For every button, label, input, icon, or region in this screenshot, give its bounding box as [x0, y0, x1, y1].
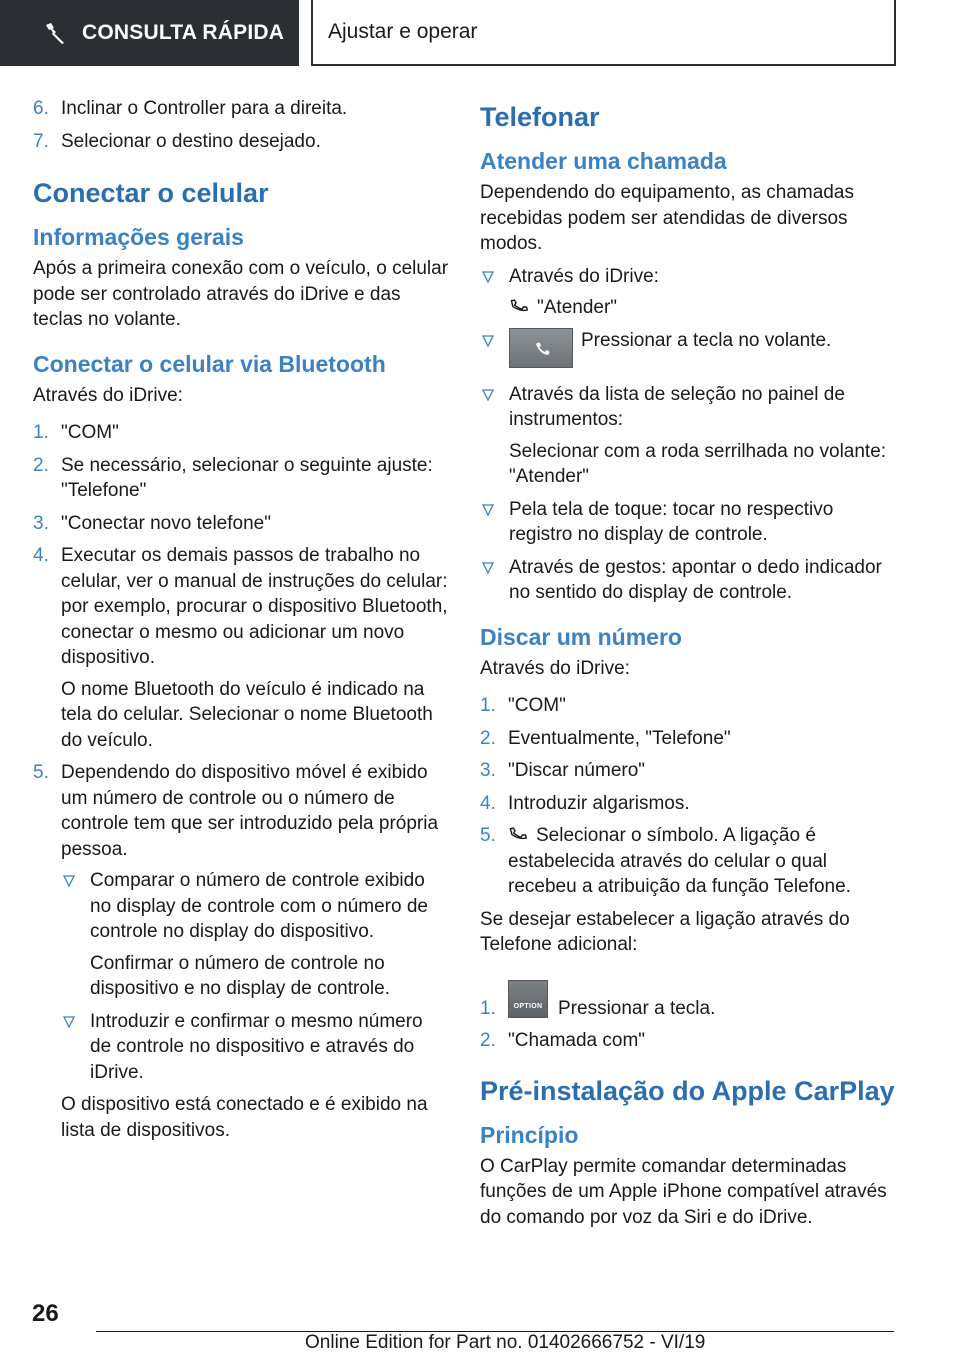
list-item [33, 760, 449, 1143]
step-text: "COM" [61, 422, 119, 443]
extra-phone-paragraph: Se desejar estabelecer a ligação através do Telefone adicional: [480, 908, 850, 955]
heading-answer-call: Atender uma chamada [480, 148, 727, 174]
step-number: 3. [480, 760, 496, 781]
step-number: 4. [480, 792, 496, 814]
bullet-triangle-icon [482, 335, 494, 347]
step-note: O nome Bluetooth do veículo é indicado na tela do celular. Selecionar o nome Bluetooth do veículo. [61, 678, 433, 751]
bullet-item [480, 328, 896, 368]
menu-label: "Atender" [537, 297, 618, 318]
page-header [0, 0, 960, 66]
step-text: Inclinar o Controller para a direita. [61, 98, 348, 119]
list-item [33, 96, 449, 122]
option-label: OPTION [513, 1002, 543, 1010]
bullet-text: Através da lista de seleção no painel de instrumentos: [509, 383, 845, 430]
principle-paragraph: O CarPlay permite comandar determinadas funções de um Apple iPhone compatível através do comando por voz da Siri e do iDrive. [480, 1155, 887, 1228]
step-text: Selecionar o símbolo. A ligação é estabelecida através do celular o qual recebeu a atribuição da função Telefone. [508, 825, 851, 897]
bullet-triangle-icon [482, 504, 494, 516]
dial-intro: Através do iDrive: [480, 657, 630, 679]
list-item [480, 823, 896, 900]
bullet-text: Pela tela de toque: tocar no respectivo registro no display de controle. [509, 498, 834, 545]
heading-dial-number: Discar um número [480, 623, 682, 650]
left-column [33, 96, 449, 1150]
step-text: Selecionar o destino desejado. [61, 130, 321, 152]
list-item [33, 453, 449, 504]
list-item [480, 1028, 896, 1054]
heading-principle: Princípio [480, 1121, 579, 1148]
bullet-text: Comparar o número de controle exibido no display de controle com o número de controle no display do dispositivo. [90, 870, 428, 942]
step-text: Dependendo do dispositivo móvel é exibido um número de controle ou o número de controle tem que ser introduzido pela própria pessoa. [61, 762, 439, 860]
bullet-triangle-icon [63, 1016, 75, 1028]
extra-phone-steps [480, 972, 896, 1054]
step-text: "Discar número" [508, 760, 646, 781]
bullet-item [480, 555, 896, 606]
option-button-image [508, 980, 548, 1018]
list-item [480, 693, 896, 719]
step-text: "Conectar novo telefone" [61, 512, 271, 534]
dial-steps-list [480, 693, 896, 900]
step-number: 3. [33, 512, 49, 534]
step-number: 1. [480, 997, 496, 1019]
page-number: 26 [32, 1300, 59, 1327]
bullet-note: Confirmar o número de controle no dispositivo e no display de controle. [90, 952, 390, 999]
list-item [480, 791, 896, 817]
bullet-note: Selecionar com a roda serrilhada no volante: "Atender" [509, 440, 887, 487]
step-number: 2. [33, 454, 49, 476]
bullet-text: Introduzir e confirmar o mesmo número de controle no dispositivo e através do iDrive. [90, 1010, 423, 1083]
tab-section-label: Ajustar e operar [328, 20, 478, 43]
step-note: O dispositivo está conectado e é exibido na lista de dispositivos. [61, 1094, 428, 1141]
bullet-text: Através de gestos: apontar o dedo indicador no sentido do display de controle. [509, 556, 882, 603]
step-number: 4. [33, 545, 49, 566]
phone-handset-icon [534, 340, 552, 358]
heading-telephone: Telefonar [480, 102, 600, 132]
tab-quick-reference[interactable] [0, 0, 299, 66]
phone-icon [509, 296, 529, 316]
bullet-triangle-icon [482, 271, 494, 283]
tab-section[interactable] [311, 0, 896, 66]
answer-paragraph: Dependendo do equipamento, as chamadas recebidas podem ser atendidas de diversos modos. [480, 182, 854, 254]
step-number: 5. [33, 762, 49, 783]
bullet-triangle-icon [63, 875, 75, 887]
star-icon [42, 20, 68, 46]
step-text: Introduzir algarismos. [508, 792, 690, 814]
bullet-triangle-icon [482, 562, 494, 574]
bullet-item [480, 382, 896, 490]
step-text: Se necessário, selecionar o seguinte ajuste: "Telefone" [61, 454, 433, 501]
step-number: 1. [33, 422, 49, 443]
heading-general-info: Informações gerais [33, 224, 244, 250]
list-item [480, 972, 896, 1022]
list-item [33, 543, 449, 753]
bullet-text: Através do iDrive: [509, 265, 659, 287]
menu-path [509, 295, 896, 321]
bullet-item [61, 868, 449, 1002]
heading-connect-phone: Conectar o celular [33, 178, 269, 208]
step-number: 7. [33, 130, 49, 152]
footer-edition: Online Edition for Part no. 01402666752 - VI/19 [305, 1332, 706, 1353]
step-text: Eventualmente, "Telefone" [508, 727, 731, 749]
step-text: "COM" [508, 695, 566, 716]
heading-carplay: Pré-instalação do Apple CarPlay [480, 1075, 895, 1106]
list-item [480, 726, 896, 752]
bullet-item [480, 264, 896, 321]
step-number: 5. [480, 825, 496, 846]
bullet-text: Pressionar a tecla no volante. [581, 329, 832, 351]
bullet-item [61, 1009, 449, 1086]
bullet-triangle-icon [482, 389, 494, 401]
step-text: Executar os demais passos de trabalho no celular, ver o manual de instruções do celular: por exemplo, procurar o dispositivo Bluetooth, conectar o mesmo ou adicionar um novo dispositivo. [61, 545, 448, 668]
step-number: 6. [33, 98, 49, 119]
heading-bluetooth: Conectar o celular via Bluetooth [33, 350, 386, 377]
right-column [480, 96, 896, 1237]
step-number: 2. [480, 727, 496, 749]
phone-icon [508, 824, 528, 844]
bluetooth-steps-list [33, 420, 449, 1143]
sub-bullet-list [61, 868, 449, 1085]
step-text: Pressionar a tecla. [558, 997, 716, 1019]
bluetooth-intro: Através do iDrive: [33, 384, 183, 406]
step-number: 2. [480, 1030, 496, 1051]
list-item [33, 420, 449, 446]
answer-options-list [480, 264, 896, 606]
list-item [33, 129, 449, 155]
tab-quick-label: CONSULTA RÁPIDA [82, 21, 285, 44]
pre-steps-list [33, 96, 449, 154]
list-item [33, 511, 449, 537]
general-info-paragraph: Após a primeira conexão com o veículo, o celular pode ser controlado através do iDrive e das teclas no volante. [33, 258, 449, 330]
step-text: "Chamada com" [508, 1030, 646, 1051]
step-number: 1. [480, 695, 496, 716]
bullet-item [480, 497, 896, 548]
steering-phone-button-image [509, 328, 573, 368]
list-item [480, 758, 896, 784]
